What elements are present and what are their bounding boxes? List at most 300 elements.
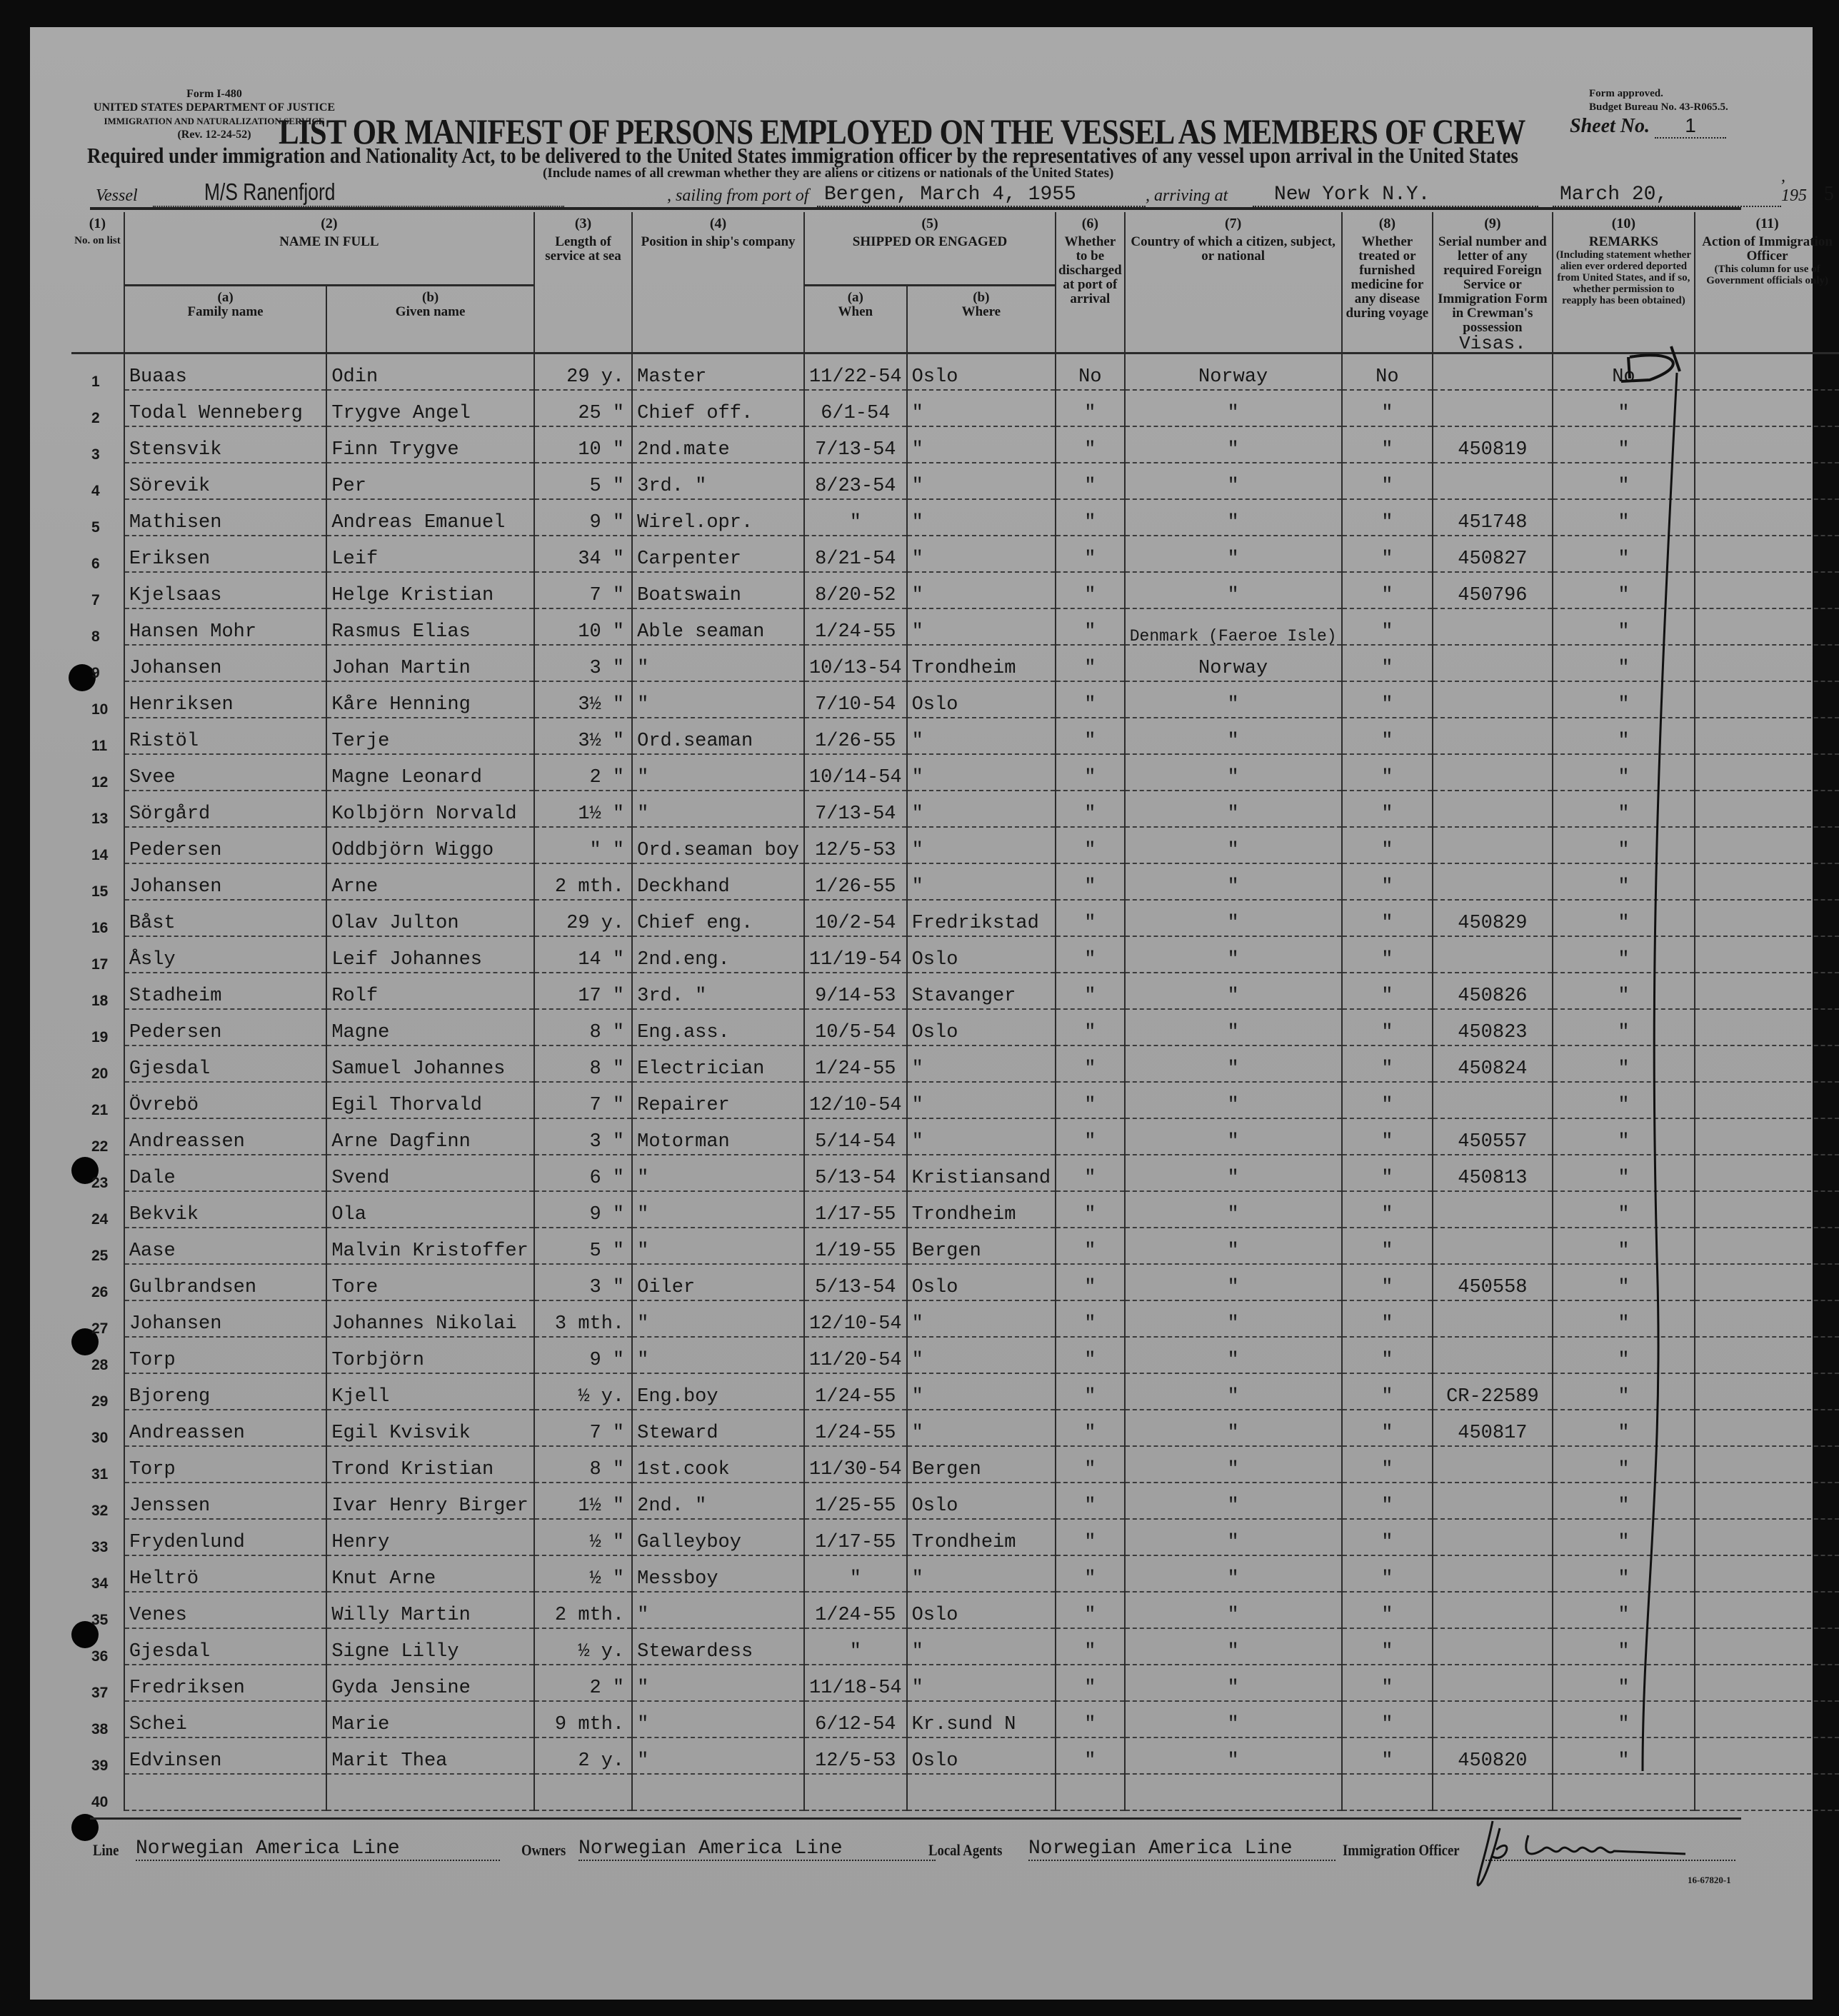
cell-given-name: Rasmus Elias [326, 608, 534, 645]
cell-serial-number [1433, 936, 1553, 973]
cell-remarks: " [1553, 1446, 1695, 1483]
cell-position: Ord.seaman boy [632, 827, 804, 863]
cell-row-number: 19 [91, 1029, 109, 1045]
cell-given-name: Per [326, 463, 534, 499]
cell-medicine: " [1342, 1628, 1433, 1665]
cell-medicine: " [1342, 973, 1433, 1009]
cell-medicine: " [1342, 754, 1433, 791]
cell-remarks: " [1553, 827, 1695, 863]
cell-position: Messboy [632, 1555, 804, 1592]
cell-discharged: " [1056, 1410, 1125, 1446]
cell-shipped-where: Trondheim [907, 1191, 1056, 1228]
cell-country: " [1125, 536, 1342, 572]
cell-row-number: 15 [91, 883, 109, 900]
cell-country: " [1125, 1665, 1342, 1701]
cell-medicine: " [1342, 718, 1433, 754]
cell-medicine: " [1342, 1155, 1433, 1191]
cell-country: " [1125, 1410, 1342, 1446]
cell-family-name: Pedersen [124, 827, 327, 863]
cell-discharged: " [1056, 718, 1125, 754]
cell-serial-number: 450817 [1433, 1410, 1553, 1446]
cell-remarks: " [1553, 1737, 1695, 1774]
cell-family-name: Gulbrandsen [124, 1264, 327, 1300]
cell-family-name: Sörevik [124, 463, 327, 499]
cell-given-name: Marit Thea [326, 1737, 534, 1774]
cell-country: Denmark (Faeroe Isle) [1125, 608, 1342, 645]
cell-given-name: Egil Thorvald [326, 1082, 534, 1118]
inclusion-note: (Include names of all crewman whether they are aliens or citizens or nationals of the United States) [543, 166, 1114, 181]
cell-shipped-when: " [804, 1555, 907, 1592]
cell-medicine: " [1342, 536, 1433, 572]
cell-position: 3rd. " [632, 463, 804, 499]
cell-shipped-where: " [907, 754, 1056, 791]
cell-given-name: Kjell [326, 1373, 534, 1410]
cell-given-name: Leif Johannes [326, 936, 534, 973]
cell-remarks: " [1553, 1264, 1695, 1300]
cell-length-of-service: 10 " [534, 426, 632, 463]
cell-discharged: " [1056, 827, 1125, 863]
cell-medicine: " [1342, 390, 1433, 426]
cell-given-name: Torbjörn [326, 1337, 534, 1373]
cell-family-name: Andreassen [124, 1118, 327, 1155]
cell-family-name: Venes [124, 1592, 327, 1628]
officer-signature [1464, 1814, 1700, 1892]
cell-discharged: " [1056, 936, 1125, 973]
cell-shipped-where: " [907, 827, 1056, 863]
cell-serial-number: 450823 [1433, 1009, 1553, 1045]
cell-row-number: 14 [91, 847, 109, 863]
cell-length-of-service: 9 " [534, 1337, 632, 1373]
cell-discharged: " [1056, 1446, 1125, 1483]
cell-country: " [1125, 936, 1342, 973]
cell-family-name: Buaas [124, 353, 327, 391]
cell-length-of-service: 1½ " [534, 791, 632, 827]
cell-country: " [1125, 1228, 1342, 1264]
cell-family-name: Todal Wenneberg [124, 390, 327, 426]
cell-position: " [632, 1228, 804, 1264]
cell-shipped-where: " [907, 1555, 1056, 1592]
cell-medicine: " [1342, 1228, 1433, 1264]
cell-medicine: " [1342, 1519, 1433, 1555]
cell-medicine: " [1342, 1045, 1433, 1082]
cell-position: Eng.boy [632, 1373, 804, 1410]
header-officer-action: (11) Action of Immigration Officer (This column for use of Government officials only) [1695, 212, 1839, 353]
cell-serial-number [1433, 1519, 1553, 1555]
cell-row-number: 39 [91, 1757, 109, 1774]
cell-country: " [1125, 973, 1342, 1009]
cell-given-name: Terje [326, 718, 534, 754]
cell-remarks: " [1553, 791, 1695, 827]
cell-length-of-service [534, 1774, 632, 1810]
cell-country: " [1125, 791, 1342, 827]
cell-discharged: " [1056, 754, 1125, 791]
cell-family-name: Övrebö [124, 1082, 327, 1118]
cell-length-of-service: 8 " [534, 1446, 632, 1483]
cell-family-name: Mathisen [124, 499, 327, 536]
cell-discharged: " [1056, 1264, 1125, 1300]
cell-country: " [1125, 1337, 1342, 1373]
print-code: 16-67820-1 [1688, 1875, 1731, 1885]
cell-shipped-where: Oslo [907, 1264, 1056, 1300]
cell-position: Deckhand [632, 863, 804, 900]
cell-medicine: " [1342, 572, 1433, 608]
cell-row-number: 12 [91, 774, 109, 791]
cell-length-of-service: 5 " [534, 463, 632, 499]
cell-shipped-where [907, 1774, 1056, 1810]
cell-position: Electrician [632, 1045, 804, 1082]
cell-family-name: Johansen [124, 863, 327, 900]
cell-shipped-when: 5/14-54 [804, 1118, 907, 1155]
cell-remarks: " [1553, 499, 1695, 536]
cell-row-number: 22 [91, 1138, 109, 1155]
cell-shipped-where: Oslo [907, 1009, 1056, 1045]
cell-serial-number [1433, 1665, 1553, 1701]
cell-medicine: " [1342, 1082, 1433, 1118]
cell-medicine: " [1342, 1373, 1433, 1410]
owners-label: Owners [521, 1841, 566, 1859]
cell-family-name [124, 1774, 327, 1810]
cell-shipped-when: 1/24-55 [804, 608, 907, 645]
header-name: (2) NAME IN FULL [124, 212, 534, 285]
cell-shipped-where: " [907, 1373, 1056, 1410]
cell-given-name: Leif [326, 536, 534, 572]
cell-position: Motorman [632, 1118, 804, 1155]
cell-country: " [1125, 390, 1342, 426]
cell-medicine: " [1342, 1337, 1433, 1373]
cell-length-of-service: 2 " [534, 754, 632, 791]
cell-medicine: " [1342, 1118, 1433, 1155]
cell-shipped-when: 8/23-54 [804, 463, 907, 499]
cell-discharged: " [1056, 1191, 1125, 1228]
header-medicine: (8) Whether treated or furnished medicine for any disease during voyage [1342, 212, 1433, 353]
cell-remarks: " [1553, 681, 1695, 718]
cell-country: " [1125, 1082, 1342, 1118]
cell-discharged [1056, 1774, 1125, 1810]
cell-position: " [632, 1300, 804, 1337]
legal-requirement: Required under immigration and Nationality Act, to be delivered to the United States immigration officer by the representatives of any vessel upon arrival in the United States [87, 143, 1518, 168]
cell-serial-number [1433, 1555, 1553, 1592]
cell-shipped-when: 1/26-55 [804, 718, 907, 754]
cell-discharged: " [1056, 1118, 1125, 1155]
cell-shipped-when: 1/17-55 [804, 1519, 907, 1555]
cell-medicine: " [1342, 608, 1433, 645]
arrival-date: March 20, [1560, 184, 1668, 206]
cell-remarks: " [1553, 390, 1695, 426]
cell-shipped-when: 1/26-55 [804, 863, 907, 900]
cell-length-of-service: 3 " [534, 645, 632, 681]
cell-position: Ord.seaman [632, 718, 804, 754]
officer-annotation-mark [1571, 329, 1757, 1800]
cell-shipped-when: 11/30-54 [804, 1446, 907, 1483]
cell-length-of-service: 3½ " [534, 681, 632, 718]
cell-medicine: " [1342, 1483, 1433, 1519]
cell-row-number: 17 [91, 956, 109, 973]
cell-shipped-when: 8/21-54 [804, 536, 907, 572]
cell-row-number: 24 [91, 1211, 109, 1228]
cell-medicine: " [1342, 1264, 1433, 1300]
cell-discharged: " [1056, 1483, 1125, 1519]
cell-shipped-where: Stavanger [907, 973, 1056, 1009]
cell-medicine: " [1342, 1009, 1433, 1045]
cell-shipped-where: " [907, 426, 1056, 463]
cell-discharged: " [1056, 1009, 1125, 1045]
cell-position: " [632, 1592, 804, 1628]
cell-country: " [1125, 1373, 1342, 1410]
cell-serial-number [1433, 1300, 1553, 1337]
cell-family-name: Hansen Mohr [124, 608, 327, 645]
cell-remarks: " [1553, 1082, 1695, 1118]
cell-given-name: Johannes Nikolai [326, 1300, 534, 1337]
cell-length-of-service: " " [534, 827, 632, 863]
cell-discharged: " [1056, 1337, 1125, 1373]
cell-shipped-when: 10/14-54 [804, 754, 907, 791]
cell-serial-number [1433, 1774, 1553, 1810]
cell-serial-number [1433, 1337, 1553, 1373]
cell-remarks: " [1553, 426, 1695, 463]
cell-length-of-service: 3 " [534, 1118, 632, 1155]
cell-given-name: Finn Trygve [326, 426, 534, 463]
cell-country: " [1125, 1628, 1342, 1665]
cell-country: " [1125, 1483, 1342, 1519]
cell-country: " [1125, 1737, 1342, 1774]
cell-remarks: " [1553, 1191, 1695, 1228]
cell-remarks: " [1553, 863, 1695, 900]
header-given-name: (b) Given name [326, 285, 534, 353]
cell-country: " [1125, 681, 1342, 718]
year-prefix: , 195 [1781, 167, 1807, 205]
cell-medicine: No [1342, 353, 1433, 391]
cell-given-name: Magne Leonard [326, 754, 534, 791]
cell-remarks: " [1553, 900, 1695, 936]
cell-family-name: Edvinsen [124, 1737, 327, 1774]
cell-remarks: " [1553, 608, 1695, 645]
table-top-rule [90, 207, 1741, 210]
cell-family-name: Svee [124, 754, 327, 791]
cell-country: " [1125, 1045, 1342, 1082]
cell-given-name: Gyda Jensine [326, 1665, 534, 1701]
cell-row-number: 4 [91, 483, 100, 499]
header-discharged: (6) Whether to be discharged at port of arrival [1056, 212, 1125, 353]
cell-shipped-when: 7/13-54 [804, 426, 907, 463]
cell-discharged: " [1056, 1228, 1125, 1264]
cell-shipped-when: 1/19-55 [804, 1228, 907, 1264]
cell-length-of-service: 6 " [534, 1155, 632, 1191]
cell-length-of-service: 7 " [534, 1082, 632, 1118]
cell-shipped-where: Fredrikstad [907, 900, 1056, 936]
cell-remarks: " [1553, 1045, 1695, 1082]
cell-serial-number: 450829 [1433, 900, 1553, 936]
cell-shipped-when: 1/17-55 [804, 1191, 907, 1228]
cell-row-number: 2 [91, 410, 100, 426]
cell-shipped-when: 11/20-54 [804, 1337, 907, 1373]
cell-country: " [1125, 1009, 1342, 1045]
cell-remarks: " [1553, 1483, 1695, 1519]
cell-discharged: " [1056, 1555, 1125, 1592]
cell-discharged: " [1056, 499, 1125, 536]
cell-remarks: " [1553, 463, 1695, 499]
cell-serial-number: 450826 [1433, 973, 1553, 1009]
header-where: (b) Where [907, 285, 1056, 353]
cell-remarks: " [1553, 1155, 1695, 1191]
cell-length-of-service: 9 " [534, 1191, 632, 1228]
cell-medicine: " [1342, 936, 1433, 973]
cell-shipped-when: 10/13-54 [804, 645, 907, 681]
cell-serial-number [1433, 754, 1553, 791]
cell-shipped-where: " [907, 390, 1056, 426]
cell-row-number: 25 [91, 1248, 109, 1264]
cell-position: " [632, 791, 804, 827]
cell-position: Eng.ass. [632, 1009, 804, 1045]
cell-medicine: " [1342, 863, 1433, 900]
cell-given-name: Trygve Angel [326, 390, 534, 426]
cell-country: " [1125, 499, 1342, 536]
agents-label: Local Agents [928, 1841, 1003, 1859]
approval-text: Form approved. [1589, 88, 1663, 99]
cell-medicine: " [1342, 1555, 1433, 1592]
cell-discharged: " [1056, 572, 1125, 608]
cell-length-of-service: 8 " [534, 1009, 632, 1045]
cell-medicine: " [1342, 681, 1433, 718]
cell-discharged: " [1056, 1155, 1125, 1191]
cell-remarks: " [1553, 1118, 1695, 1155]
cell-position: Able seaman [632, 608, 804, 645]
cell-serial-number [1433, 681, 1553, 718]
cell-row-number: 31 [91, 1466, 109, 1483]
header-family-name: (a) Family name [124, 285, 327, 353]
cell-discharged: " [1056, 973, 1125, 1009]
cell-row-number: 33 [91, 1539, 109, 1555]
cell-family-name: Johansen [124, 645, 327, 681]
cell-serial-number [1433, 1082, 1553, 1118]
cell-position: Repairer [632, 1082, 804, 1118]
cell-length-of-service: ½ " [534, 1555, 632, 1592]
cell-position: " [632, 754, 804, 791]
cell-remarks: " [1553, 1373, 1695, 1410]
cell-country: " [1125, 1191, 1342, 1228]
cell-remarks: " [1553, 1665, 1695, 1701]
cell-length-of-service: 9 " [534, 499, 632, 536]
page-title: LIST OR MANIFEST OF PERSONS EMPLOYED ON THE VESSEL AS MEMBERS OF CREW [279, 111, 1525, 151]
cell-shipped-where: Bergen [907, 1228, 1056, 1264]
cell-shipped-where: " [907, 1300, 1056, 1337]
cell-shipped-when: " [804, 499, 907, 536]
cell-length-of-service: 17 " [534, 973, 632, 1009]
form-number: Form I-480 [186, 88, 242, 100]
cell-country: Norway [1125, 645, 1342, 681]
cell-position: " [632, 645, 804, 681]
cell-medicine: " [1342, 1592, 1433, 1628]
cell-shipped-when: 10/5-54 [804, 1009, 907, 1045]
cell-discharged: " [1056, 1519, 1125, 1555]
cell-row-number: 34 [91, 1575, 109, 1592]
cell-shipped-where: " [907, 1118, 1056, 1155]
cell-serial-number: 450557 [1433, 1118, 1553, 1155]
cell-remarks: No [1553, 353, 1695, 391]
cell-shipped-when [804, 1774, 907, 1810]
cell-row-number: 8 [91, 628, 100, 645]
cell-given-name: Svend [326, 1155, 534, 1191]
cell-row-number: 9 [91, 665, 100, 681]
cell-position: 2nd. " [632, 1483, 804, 1519]
cell-serial-number: 450558 [1433, 1264, 1553, 1300]
cell-shipped-where: Oslo [907, 1592, 1056, 1628]
cell-given-name: Willy Martin [326, 1592, 534, 1628]
cell-row-number: 6 [91, 556, 100, 572]
cell-serial-number [1433, 1228, 1553, 1264]
cell-given-name: Magne [326, 1009, 534, 1045]
cell-shipped-when: 11/22-54 [804, 353, 907, 391]
cell-row-number: 21 [91, 1102, 109, 1118]
cell-shipped-where: " [907, 536, 1056, 572]
cell-given-name: Marie [326, 1701, 534, 1737]
cell-position: 2nd.eng. [632, 936, 804, 973]
cell-row-number: 29 [91, 1393, 109, 1410]
cell-length-of-service: 29 y. [534, 353, 632, 391]
cell-family-name: Gjesdal [124, 1628, 327, 1665]
cell-serial-number [1433, 1592, 1553, 1628]
cell-position: " [632, 1337, 804, 1373]
cell-discharged: " [1056, 390, 1125, 426]
cell-family-name: Bekvik [124, 1191, 327, 1228]
cell-row-number: 20 [91, 1065, 109, 1082]
cell-remarks: " [1553, 1009, 1695, 1045]
vessel-name: M/S Ranenfjord [153, 179, 564, 207]
cell-shipped-where: Kr.sund N [907, 1701, 1056, 1737]
cell-row-number: 27 [91, 1320, 109, 1337]
cell-country: " [1125, 1701, 1342, 1737]
cell-medicine [1342, 1774, 1433, 1810]
cell-family-name: Aase [124, 1228, 327, 1264]
cell-family-name: Bjoreng [124, 1373, 327, 1410]
cell-given-name: Arne [326, 863, 534, 900]
cell-row-number: 7 [91, 592, 100, 608]
cell-medicine: " [1342, 1446, 1433, 1483]
cell-position: Stewardess [632, 1628, 804, 1665]
sailing-from: Bergen, March 4, 1955 [824, 184, 1076, 206]
cell-family-name: Johansen [124, 1300, 327, 1337]
arriving-at: New York N.Y. [1274, 184, 1430, 206]
cell-given-name: Rolf [326, 973, 534, 1009]
cell-family-name: Torp [124, 1446, 327, 1483]
cell-family-name: Pedersen [124, 1009, 327, 1045]
cell-discharged: " [1056, 1045, 1125, 1082]
cell-given-name: Egil Kvisvik [326, 1410, 534, 1446]
cell-shipped-when: 11/18-54 [804, 1665, 907, 1701]
cell-shipped-when: 1/25-55 [804, 1483, 907, 1519]
cell-shipped-where: Bergen [907, 1446, 1056, 1483]
cell-family-name: Kjelsaas [124, 572, 327, 608]
cell-serial-number [1433, 827, 1553, 863]
cell-medicine: " [1342, 900, 1433, 936]
cell-serial-number: 450827 [1433, 536, 1553, 572]
header-serial: (9) Serial number and letter of any required Foreign Service or Immigration Form in Crewman's possession Visas. [1433, 212, 1553, 353]
cell-family-name: Sörgård [124, 791, 327, 827]
cell-serial-number: CR-22589 [1433, 1373, 1553, 1410]
cell-country: " [1125, 1592, 1342, 1628]
cell-length-of-service: 7 " [534, 572, 632, 608]
line-label: Line [93, 1841, 119, 1859]
cell-discharged: " [1056, 1628, 1125, 1665]
cell-remarks: " [1553, 973, 1695, 1009]
cell-shipped-where: " [907, 499, 1056, 536]
sailing-label: , sailing from port of [667, 186, 809, 205]
cell-serial-number [1433, 645, 1553, 681]
cell-given-name: Tore [326, 1264, 534, 1300]
cell-position [632, 1774, 804, 1810]
cell-discharged: " [1056, 863, 1125, 900]
cell-shipped-when: 5/13-54 [804, 1155, 907, 1191]
cell-discharged: " [1056, 645, 1125, 681]
